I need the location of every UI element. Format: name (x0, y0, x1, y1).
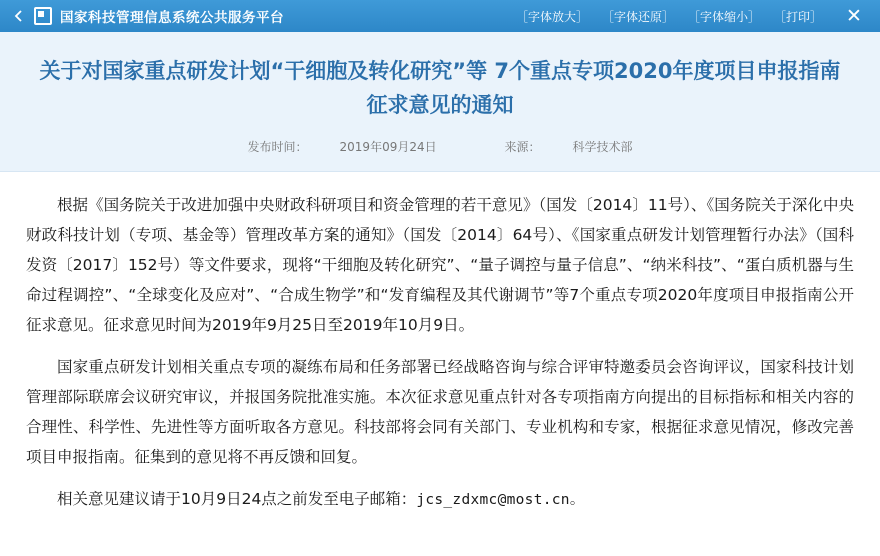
title-bar-left (0, 6, 284, 26)
source-label: 来源： (504, 140, 541, 154)
document-meta (26, 138, 854, 155)
source (488, 140, 648, 154)
paragraph-3 (26, 484, 854, 515)
print-button[interactable]: ［打印］ (773, 9, 822, 24)
publish-time-label: 发布时间： (247, 140, 308, 154)
close-icon[interactable]: ✕ (846, 4, 862, 27)
font-restore-button[interactable]: ［字体还原］ (601, 9, 674, 24)
platform-logo-icon (34, 7, 52, 25)
contact-email: jcs_zdxmc@most.cn。 (416, 492, 585, 508)
publish-time-value: 2019年09月24日 (339, 140, 437, 154)
paragraph-3-text: 相关意见建议请于10月9日24点之前发至电子邮箱： (57, 490, 417, 508)
title-bar (0, 0, 880, 32)
paragraph-1: 根据《国务院关于改进加强中央财政科研项目和资金管理的若干意见》（国发〔2014〕11号）、《国务院关于深化中央财政科技计划（专项、基金等）管理改革方案的通知》（国发〔2014〕64号）、《国家重点研发计划管理暂行办法》（国科发资〔2017〕152号）等文件要求，现将“干细胞及转化研究”、“量子调控与量子信息”、“纳米科技”、“蛋白质机器与生命过程调控”、“全球变化及应对”、“合成生物学”和“发育编程及其代谢调节”等7个重点专项2020年度项目申报指南公开征求意见。征求意见时间为2019年9月25日至2019年10月9日。 (26, 196, 854, 334)
document-header (0, 32, 880, 172)
paragraph-2: 国家重点研发计划相关重点专项的凝练布局和任务部署已经战略咨询与综合评审特邀委员会咨询评议，国家科技计划管理部际联席会议研究审议，并报国务院批准实施。本次征求意见重点针对各专项指南方向提出的目标指标和相关内容的合理性、科学性、先进性等方面听取各方意见。科技部将会同有关部门、专业机构和专家，根据征求意见情况，修改完善项目申报指南。征集到的意见将不再反馈和回复。 (26, 358, 854, 466)
font-shrink-button[interactable]: ［字体缩小］ (687, 9, 760, 24)
page-title: 关于对国家重点研发计划“干细胞及转化研究”等 7个重点专项2020年度项目申报指南 征求意见的通知 (39, 59, 841, 117)
publish-time (232, 140, 453, 154)
document-body (0, 172, 880, 556)
window-title: 国家科技管理信息系统公共服务平台 (60, 10, 284, 25)
back-chevron-icon[interactable] (10, 7, 28, 25)
title-bar-actions (502, 6, 880, 26)
source-value: 科学技术部 (572, 140, 633, 154)
font-enlarge-button[interactable]: ［字体放大］ (515, 9, 588, 24)
